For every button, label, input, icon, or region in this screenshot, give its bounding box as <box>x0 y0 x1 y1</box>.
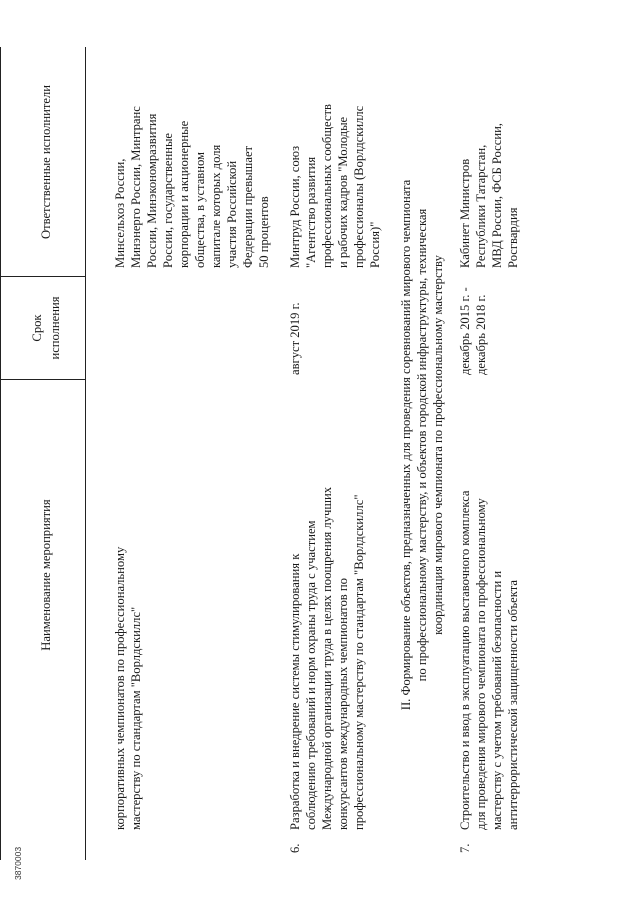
header-col-sep-1 <box>0 379 85 380</box>
row-1-executors: Минсельхоз России, Минэнерго России, Минтранс России, Минэкономразвития России, государственные корпорации и акционерные общества, в уставном капитале которых доля участия Российской Федерации превышает 50 процентов <box>113 106 271 268</box>
section-heading: II. Формирование объектов, предназначенных для проведения соревнований мирового чемпионата по профессиональному мастерству, и объектов городской инфраструктуры, техническая координация мирового чемпионата по профессиональному мастерству <box>399 179 445 711</box>
document-code: 3870003 <box>13 846 23 880</box>
row-6-name: Разработка и внедрение системы стимулирования к соблюдению требований и норм охраны труда с участием Международной организации труда в целях поощрения лучших конкурсантов международных чемпионатов по профессиональному мастерству по стандартам "Ворлдскиллс" <box>288 486 366 830</box>
row-6-deadline: август 2019 г. <box>288 302 302 375</box>
header-name: Наименование мероприятия <box>39 499 53 651</box>
header-deadline: Срок исполнения <box>30 296 62 360</box>
row-6-executors: Минтруд России, союз "Агентство развития профессиональных сообществ и рабочих кадров "Молодые профессионалы (Ворлдскиллс Россия)" <box>288 104 382 268</box>
row-7-name: Строительство и ввод в эксплуатацию выставочного комплекса для проведения мирового чемпионата по профессиональному мастерству с учетом требований безопасности и антитеррористической защищенности объекта <box>458 490 520 830</box>
header-executors: Ответственные исполнители <box>39 84 53 240</box>
row-1-name: корпоративных чемпионатов по профессиональному мастерству по стандартам "Ворлдскиллс" <box>113 546 143 830</box>
row-7-executors: Кабинет Министров Республики Татарстан, МВД России, ФСБ России, Росгвардия <box>458 123 520 268</box>
header-bottom-border <box>85 47 86 860</box>
table-top-border <box>0 47 1 860</box>
row-7-deadline: декабрь 2015 г. - декабрь 2018 г. <box>458 287 488 375</box>
row-6-number: 6. <box>288 843 302 853</box>
header-col-sep-2 <box>0 276 85 277</box>
row-7-number: 7. <box>458 843 472 853</box>
